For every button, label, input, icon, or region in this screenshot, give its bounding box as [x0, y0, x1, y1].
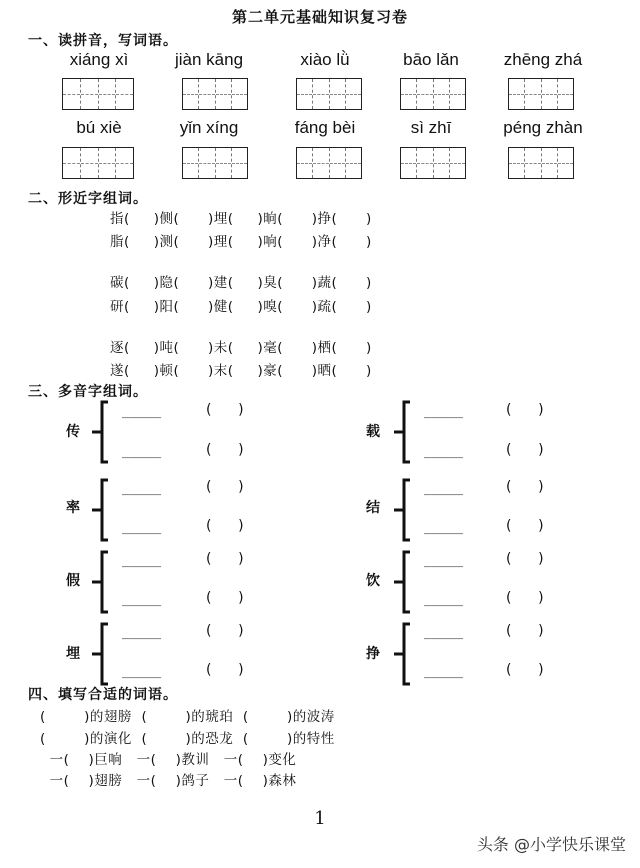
brace-icon	[88, 400, 112, 466]
page-number: 1	[314, 808, 326, 829]
polyphonic-char: 假	[66, 573, 80, 589]
answer-blank[interactable]: _____	[122, 592, 162, 607]
page-title: 第二单元基础知识复习卷	[231, 8, 408, 26]
pinyin-paren[interactable]: ( )	[206, 623, 244, 639]
answer-blank[interactable]: _____	[122, 481, 162, 496]
answer-blank[interactable]: _____	[424, 664, 464, 679]
answer-blank[interactable]: _____	[424, 520, 464, 535]
pinyin-2-3: fáng bèi	[294, 118, 356, 137]
pinyin-1-5: zhēng zhá	[503, 50, 583, 69]
answer-blank[interactable]: _____	[424, 404, 464, 419]
pinyin-1-3: xiào lǜ	[300, 50, 350, 69]
polyphonic-char: 传	[66, 424, 80, 440]
similar-char-row[interactable]: 遂( )顿( )末( )豪( )晒( )	[110, 363, 372, 379]
answer-blank[interactable]: _____	[122, 520, 162, 535]
brace-icon	[390, 622, 414, 688]
polyphonic-char: 结	[366, 500, 380, 516]
pinyin-paren[interactable]: ( )	[206, 551, 244, 567]
pinyin-2-4: sì zhī	[410, 118, 452, 137]
section-2-heading: 二、形近字组词。	[28, 191, 148, 207]
pinyin-paren[interactable]: ( )	[206, 590, 244, 606]
pinyin-2-2: yǐn xíng	[179, 118, 239, 137]
polyphonic-char: 载	[366, 424, 380, 440]
similar-char-row[interactable]: 逐( )吨( )未( )毫( )栖( )	[110, 340, 372, 356]
fill-word-row[interactable]: 一( )翅膀 一( )鸽子 一( )森林	[40, 773, 297, 789]
pinyin-paren[interactable]: ( )	[206, 479, 244, 495]
writing-grid[interactable]	[508, 78, 574, 110]
pinyin-paren[interactable]: ( )	[506, 518, 544, 534]
pinyin-2-5: péng zhàn	[503, 118, 583, 137]
pinyin-paren[interactable]: ( )	[206, 662, 244, 678]
section-1-heading: 一、读拼音，写词语。	[28, 33, 178, 49]
pinyin-1-4: bāo lǎn	[403, 50, 459, 69]
writing-grid[interactable]	[400, 147, 466, 179]
brace-icon	[390, 400, 414, 466]
answer-blank[interactable]: _____	[122, 444, 162, 459]
answer-blank[interactable]: _____	[424, 592, 464, 607]
fill-word-row[interactable]: 一( )巨响 一( )教训 一( )变化	[40, 752, 297, 768]
answer-blank[interactable]: _____	[122, 404, 162, 419]
similar-char-row[interactable]: 脂( )测( )理( )响( )净( )	[110, 234, 372, 250]
brace-icon	[88, 478, 112, 544]
answer-blank[interactable]: _____	[122, 664, 162, 679]
fill-word-row[interactable]: ( )的演化 ( )的恐龙 ( )的特性	[40, 731, 335, 747]
similar-char-row[interactable]: 研( )阳( )健( )嗅( )疏( )	[110, 299, 372, 315]
pinyin-paren[interactable]: ( )	[506, 479, 544, 495]
fill-word-row[interactable]: ( )的翅膀 ( )的琥珀 ( )的波涛	[40, 709, 335, 725]
writing-grid[interactable]	[182, 78, 248, 110]
polyphonic-char: 率	[66, 500, 80, 516]
writing-grid[interactable]	[296, 78, 362, 110]
pinyin-1-1: xiáng xì	[69, 50, 129, 69]
writing-grid[interactable]	[62, 78, 134, 110]
pinyin-paren[interactable]: ( )	[206, 402, 244, 418]
answer-blank[interactable]: _____	[424, 553, 464, 568]
answer-blank[interactable]: _____	[122, 625, 162, 640]
brace-icon	[390, 478, 414, 544]
similar-char-row[interactable]: 指( )侧( )埋( )晌( )挣( )	[110, 211, 372, 227]
polyphonic-char: 埋	[66, 646, 80, 662]
answer-blank[interactable]: _____	[122, 553, 162, 568]
brace-icon	[88, 622, 112, 688]
pinyin-paren[interactable]: ( )	[506, 662, 544, 678]
pinyin-paren[interactable]: ( )	[506, 442, 544, 458]
pinyin-1-2: jiàn kāng	[174, 50, 244, 69]
pinyin-paren[interactable]: ( )	[506, 590, 544, 606]
answer-blank[interactable]: _____	[424, 625, 464, 640]
writing-grid[interactable]	[296, 147, 362, 179]
pinyin-paren[interactable]: ( )	[206, 518, 244, 534]
pinyin-paren[interactable]: ( )	[206, 442, 244, 458]
writing-grid[interactable]	[62, 147, 134, 179]
polyphonic-char: 挣	[366, 646, 380, 662]
pinyin-paren[interactable]: ( )	[506, 402, 544, 418]
section-3-heading: 三、多音字组词。	[28, 384, 148, 400]
answer-blank[interactable]: _____	[424, 444, 464, 459]
brace-icon	[88, 550, 112, 616]
answer-blank[interactable]: _____	[424, 481, 464, 496]
section-4-heading: 四、填写合适的词语。	[28, 687, 178, 703]
pinyin-2-1: bú xiè	[76, 118, 122, 137]
similar-char-row[interactable]: 碳( )隐( )建( )臭( )蔬( )	[110, 275, 372, 291]
writing-grid[interactable]	[400, 78, 466, 110]
polyphonic-char: 饮	[366, 573, 380, 589]
watermark: 头条 @小学快乐课堂	[476, 835, 626, 854]
writing-grid[interactable]	[182, 147, 248, 179]
pinyin-paren[interactable]: ( )	[506, 551, 544, 567]
pinyin-paren[interactable]: ( )	[506, 623, 544, 639]
brace-icon	[390, 550, 414, 616]
writing-grid[interactable]	[508, 147, 574, 179]
